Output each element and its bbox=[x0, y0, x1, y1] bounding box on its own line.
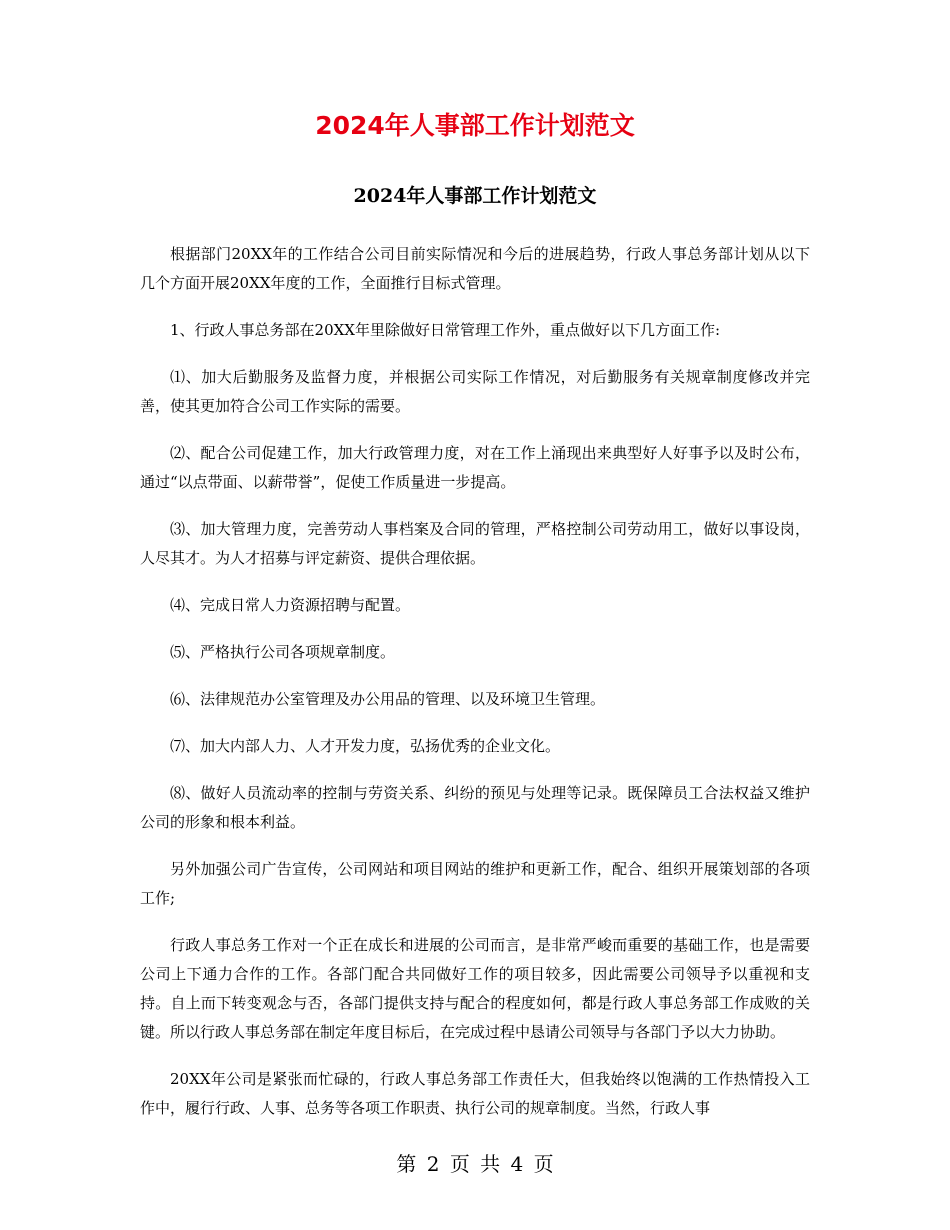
paragraph-item-2: ⑵、配合公司促建工作，加大行政管理力度，对在工作上涌现出来典型好人好事予以及时公布，通过“以点带面、以薪带誉”，促使工作质量进一步提高。 bbox=[140, 444, 810, 491]
paragraph-section-1: 1、行政人事总务部在20XX年里除做好日常管理工作外，重点做好以下几方面工作: bbox=[170, 321, 721, 339]
paragraph-item-4: ⑷、完成日常人力资源招聘与配置。 bbox=[170, 596, 411, 614]
page-number-footer: 第 2 页 共 4 页 bbox=[396, 1152, 554, 1176]
paragraph-intro: 根据部门20XX年的工作结合公司目前实际情况和今后的进展趋势，行政人事总务部计划从以下几个方面开展20XX年度的工作，全面推行目标式管理。 bbox=[140, 245, 810, 292]
document-title: 2024年人事部工作计划范文 bbox=[315, 111, 635, 140]
paragraph-item-1: ⑴、加大后勤服务及监督力度，并根据公司实际工作情况，对后勤服务有关规章制度修改并完善，使其更加符合公司工作实际的需要。 bbox=[140, 368, 810, 415]
paragraph-summary: 20XX年公司是紧张而忙碌的，行政人事总务部工作责任大，但我始终以饱满的工作热情投入工作中，履行行政、人事、总务等各项工作职责、执行公司的规章制度。当然，行政人事 bbox=[140, 1070, 810, 1117]
paragraph-item-7: ⑺、加大内部人力、人才开发力度，弘扬优秀的企业文化。 bbox=[170, 737, 561, 755]
paragraph-importance: 行政人事总务工作对一个正在成长和进展的公司而言，是非常严峻而重要的基础工作，也是需要公司上下通力合作的工作。各部门配合共同做好工作的项目较多，因此需要公司领导予以重视和支持。自上而下转变观念与否，各部门提供支持与配合的程度如何，都是行政人事总务部工作成败的关键。所以行政人事总务部在制定年度目标后，在完成过程中恳请公司领导与各部门予以大力协助。 bbox=[140, 936, 810, 1041]
paragraph-item-5: ⑸、严格执行公司各项规章制度。 bbox=[170, 643, 396, 661]
document-subtitle: 2024年人事部工作计划范文 bbox=[353, 185, 597, 207]
paragraph-item-6: ⑹、法律规范办公室管理及办公用品的管理、以及环境卫生管理。 bbox=[170, 690, 606, 708]
paragraph-item-8: ⑻、做好人员流动率的控制与劳资关系、纠纷的预见与处理等记录。既保障员工合法权益又维护公司的形象和根本利益。 bbox=[140, 784, 810, 831]
document-body bbox=[140, 240, 810, 1141]
paragraph-item-3: ⑶、加大管理力度，完善劳动人事档案及合同的管理，严格控制公司劳动用工，做好以事设岗，人尽其才。为人才招募与评定薪资、提供合理依据。 bbox=[140, 520, 810, 567]
paragraph-additional: 另外加强公司广告宣传，公司网站和项目网站的维护和更新工作，配合、组织开展策划部的各项工作; bbox=[140, 860, 810, 907]
